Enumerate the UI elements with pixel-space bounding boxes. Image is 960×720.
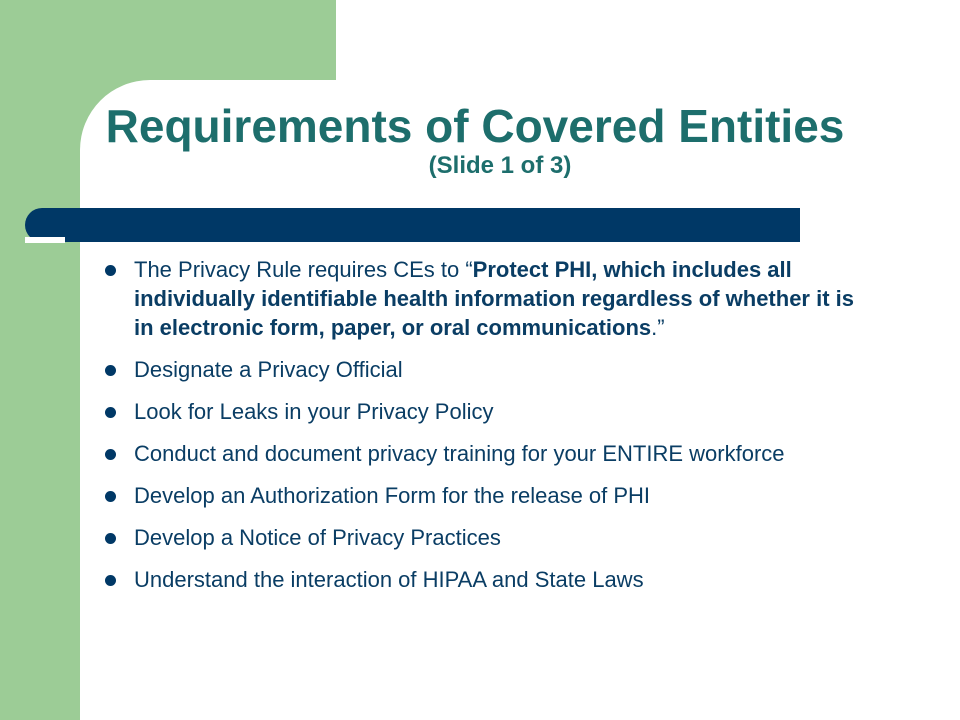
bullet-text: Understand the interaction of HIPAA and State Laws <box>134 567 644 592</box>
bullet-list <box>100 255 860 607</box>
bullet-dot-icon <box>105 265 116 276</box>
slide-subtitle: (Slide 1 of 3) <box>428 152 572 179</box>
bullet-suffix: .” <box>651 315 665 340</box>
bullet-text: Designate a Privacy Official <box>134 357 403 382</box>
bullet-dot-icon <box>105 575 116 586</box>
bullet-item-privacy-rule <box>100 255 860 342</box>
bullet-item-authorization-form <box>100 481 860 510</box>
title-area <box>80 100 960 180</box>
bullet-dot-icon <box>105 449 116 460</box>
bullet-bold-quote: Protect PHI, which includes all individually identifiable health information regardless of whether it is in electronic form, paper, or oral communications <box>134 257 855 340</box>
slide-title: Requirements of Covered Entities <box>105 100 845 152</box>
bullet-dot-icon <box>105 365 116 376</box>
bullet-item-hipaa-state-laws <box>100 565 860 594</box>
divider-notch <box>25 237 65 243</box>
bullet-text: Look for Leaks in your Privacy Policy <box>134 399 494 424</box>
title-divider-bar <box>25 208 800 242</box>
bullet-dot-icon <box>105 407 116 418</box>
bullet-item-notice <box>100 523 860 552</box>
bullet-item-privacy-official <box>100 355 860 384</box>
bullet-text: Develop a Notice of Privacy Practices <box>134 525 501 550</box>
bullet-text: Develop an Authorization Form for the release of PHI <box>134 483 651 508</box>
bullet-text: Conduct and document privacy training for your ENTIRE workforce <box>134 441 785 466</box>
bullet-item-training <box>100 439 860 468</box>
bullet-item-leaks <box>100 397 860 426</box>
bullet-prefix: The Privacy Rule requires CEs to “ <box>134 257 473 282</box>
bullet-dot-icon <box>105 533 116 544</box>
bullet-dot-icon <box>105 491 116 502</box>
